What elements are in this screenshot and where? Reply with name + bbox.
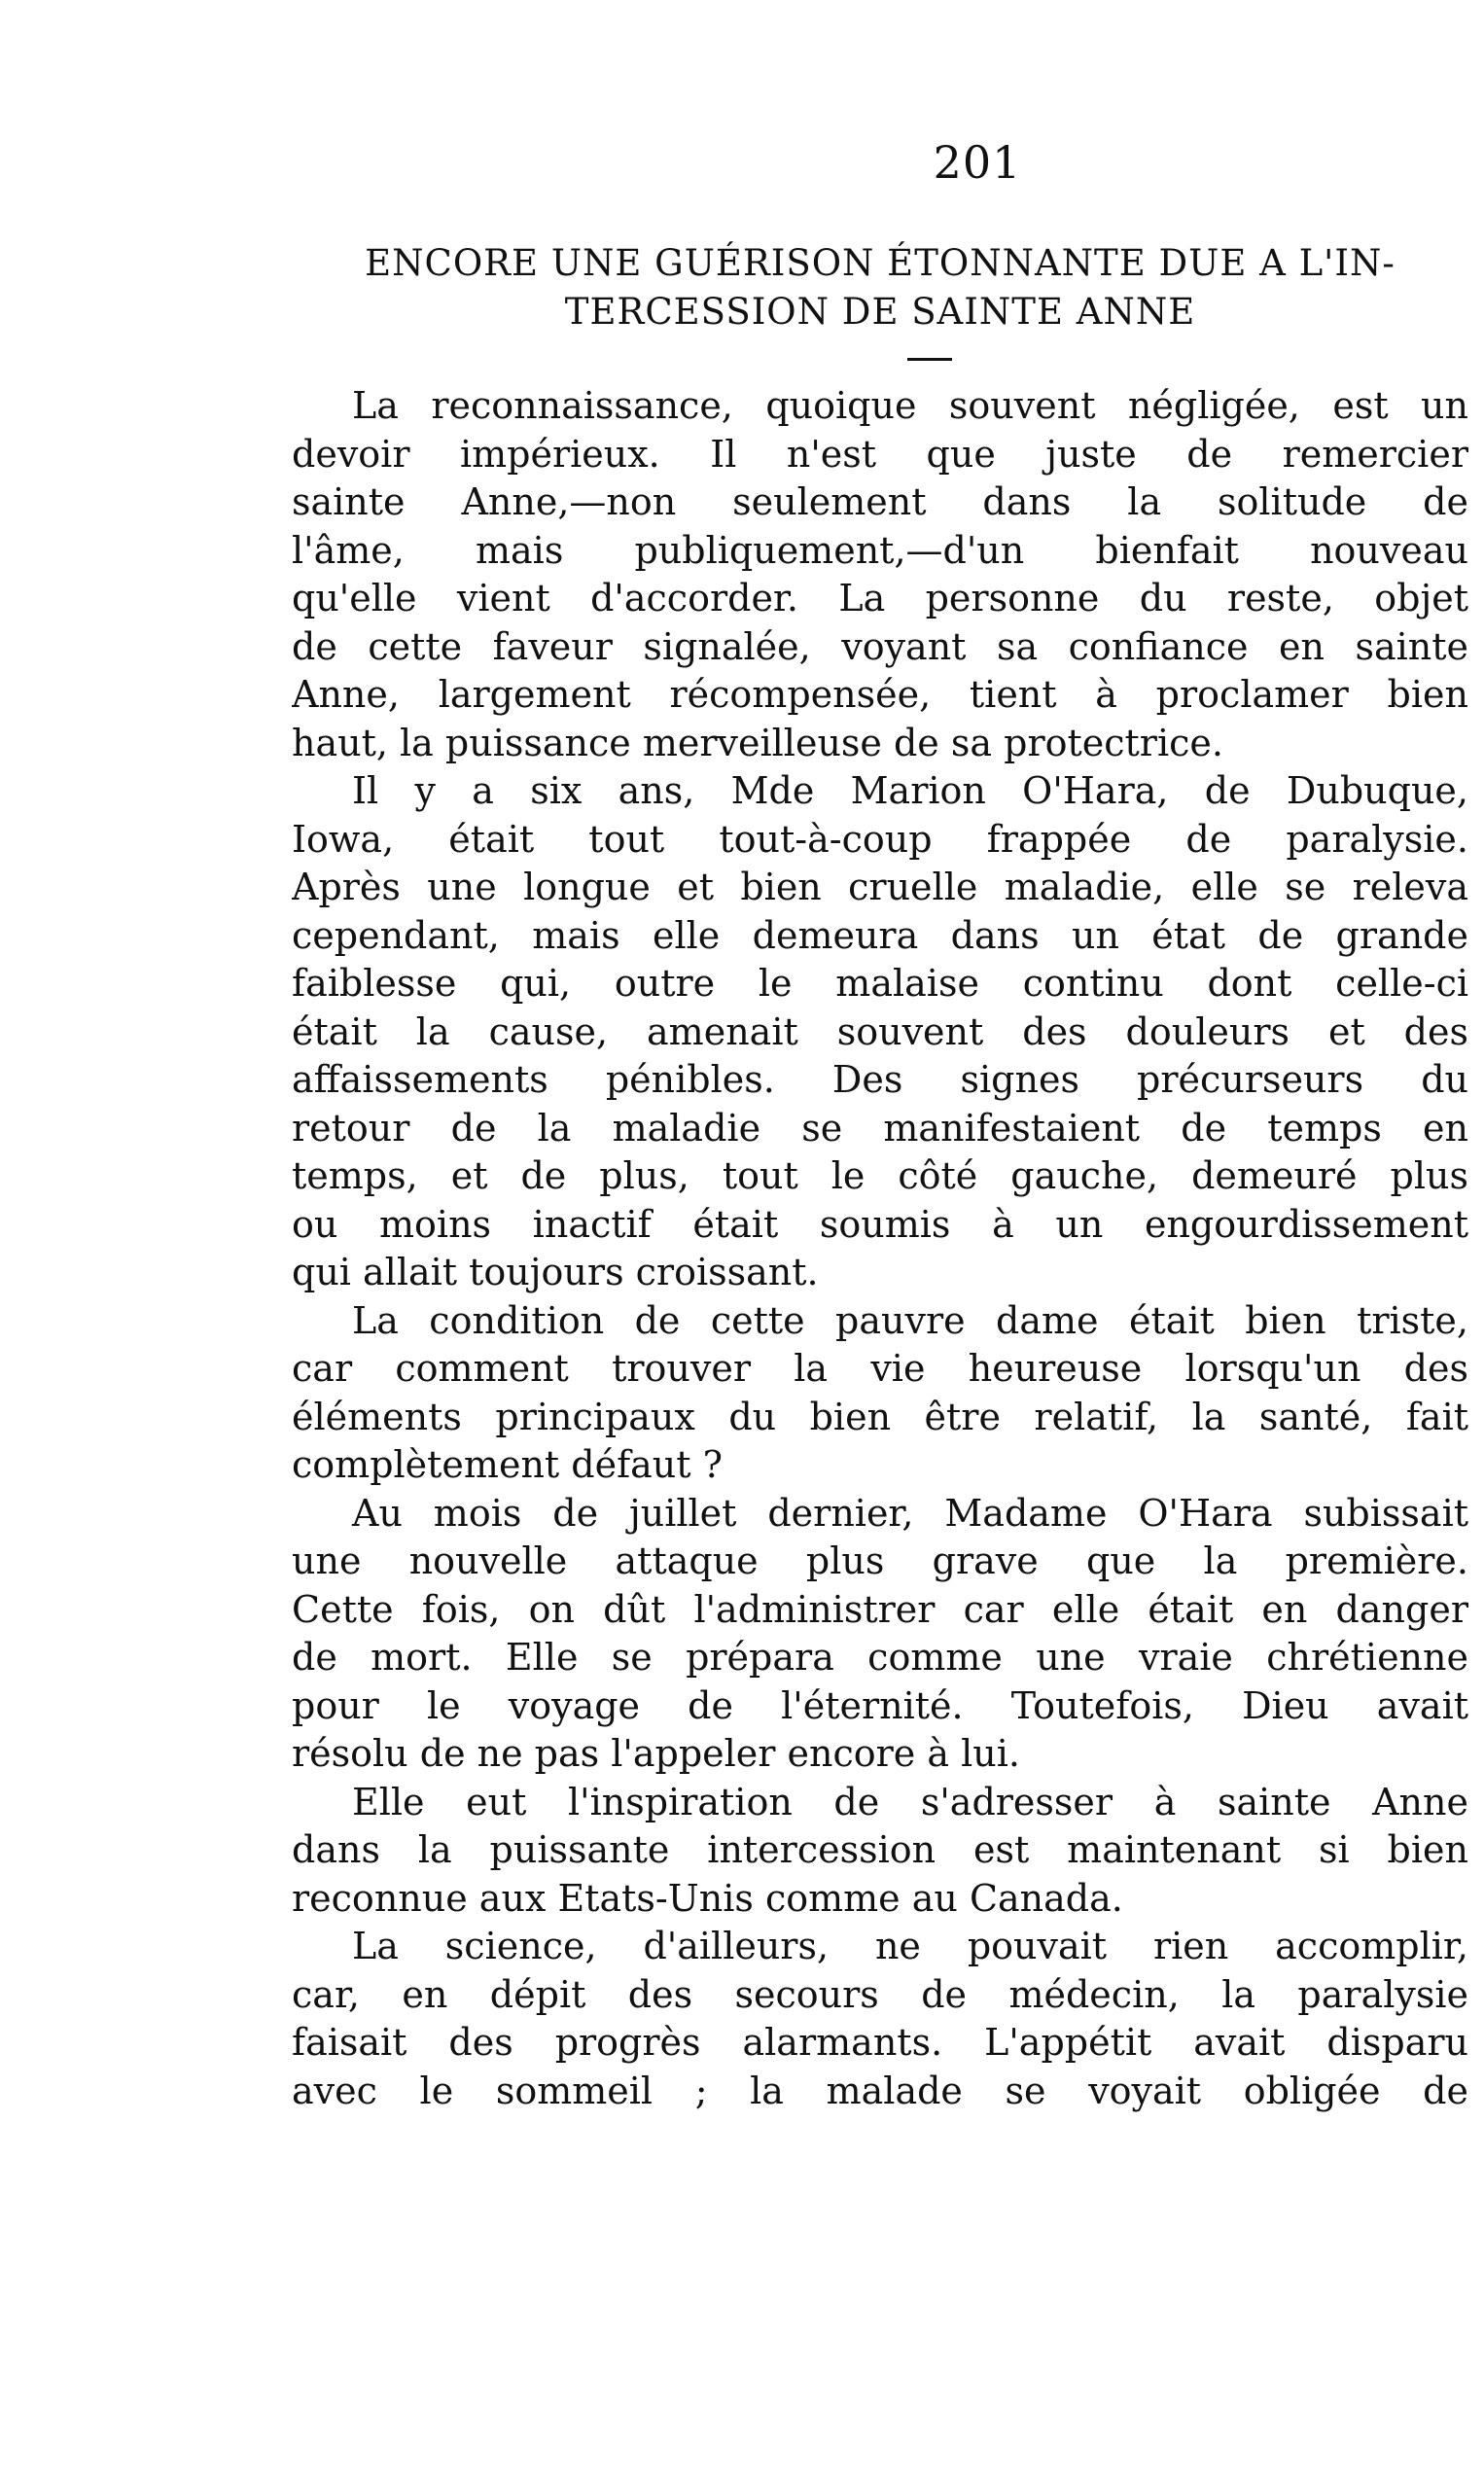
text-line: ou moins inactif était soumis à un engourdissement — [292, 1202, 1468, 1246]
paragraph — [292, 1779, 1468, 1924]
text-line: faisait des progrès alarmants. L'appétit avait disparu — [292, 2021, 1468, 2064]
chapter-title-line: TERCESSION DE SAINTE ANNE — [564, 291, 1196, 333]
text-line: Il y a six ans, Mde Marion O'Hara, de Dubuque, — [352, 769, 1468, 812]
paragraph — [292, 382, 1468, 767]
text-line: cependant, mais elle demeura dans un état de grande — [292, 913, 1468, 957]
text-line: Elle eut l'inspiration de s'adresser à sainte Anne — [352, 1780, 1468, 1823]
text-line: était la cause, amenait souvent des douleurs et des — [292, 1009, 1468, 1053]
text-line: Anne, largement récompensée, tient à proclamer bien — [292, 673, 1468, 716]
paragraph — [292, 1923, 1468, 2115]
text-line: Cette fois, on dût l'administrer car elle était en danger — [292, 1587, 1468, 1631]
book-page — [292, 136, 1468, 2115]
text-line: qui allait toujours croissant. — [292, 1251, 819, 1293]
chapter-title — [292, 239, 1468, 336]
text-line: retour de la maladie se manifestaient de temps en — [292, 1106, 1468, 1150]
body-text — [292, 382, 1468, 2115]
text-line: éléments principaux du bien être relatif, la santé, fait — [292, 1395, 1468, 1438]
text-line: La reconnaissance, quoique souvent négligée, est un — [352, 384, 1468, 427]
paragraph — [292, 1297, 1468, 1490]
text-line: de cette faveur signalée, voyant sa confiance en sainte — [292, 624, 1468, 668]
text-line: avec le sommeil ; la malade se voyait obligée de — [292, 2069, 1468, 2112]
text-line: de mort. Elle se prépara comme une vraie chrétienne — [292, 1636, 1468, 1679]
text-line: qu'elle vient d'accorder. La personne du reste, objet — [292, 577, 1468, 619]
text-line: devoir impérieux. Il n'est que juste de remercier — [292, 432, 1468, 476]
text-line: faiblesse qui, outre le malaise continu dont celle-ci — [292, 962, 1468, 1005]
text-line: Au mois de juillet dernier, Madame O'Hara subissait — [352, 1491, 1468, 1535]
text-line: Après une longue et bien cruelle maladie, elle se releva — [292, 866, 1468, 908]
text-line: dans la puissante intercession est maintenant si bien — [292, 1828, 1468, 1871]
text-line: haut, la puissance merveilleuse de sa protectrice. — [292, 721, 1223, 764]
text-line: pour le voyage de l'éternité. Toutefois, Dieu avait — [292, 1683, 1468, 1727]
text-line: car comment trouver la vie heureuse lorsqu'un des — [292, 1347, 1468, 1390]
text-line: résolu de ne pas l'appeler encore à lui. — [292, 1732, 1020, 1775]
text-line: La science, d'ailleurs, ne pouvait rien accomplir, — [352, 1925, 1468, 1967]
title-divider — [907, 358, 952, 361]
chapter-title-line: ENCORE UNE GUÉRISON ÉTONNANTE DUE A L'IN- — [365, 242, 1396, 284]
text-line: sainte Anne,—non seulement dans la solitude de — [292, 480, 1468, 523]
text-line: Iowa, était tout tout-à-coup frappée de paralysie. — [292, 817, 1468, 861]
text-line: La condition de cette pauvre dame était bien triste, — [352, 1298, 1468, 1342]
paragraph — [292, 1490, 1468, 1779]
text-line: reconnue aux Etats-Unis comme au Canada. — [292, 1876, 1123, 1920]
text-line: complètement défaut ? — [292, 1443, 723, 1486]
text-line: affaissements pénibles. Des signes précurseurs du — [292, 1058, 1468, 1101]
text-line: temps, et de plus, tout le côté gauche, demeuré plus — [292, 1154, 1468, 1197]
text-line: l'âme, mais publiquement,—d'un bienfait nouveau — [292, 528, 1468, 572]
text-line: car, en dépit des secours de médecin, la paralysie — [292, 1972, 1468, 2016]
page-number: 201 — [933, 136, 1022, 189]
paragraph — [292, 767, 1468, 1297]
text-line: une nouvelle attaque plus grave que la première. — [292, 1539, 1468, 1582]
